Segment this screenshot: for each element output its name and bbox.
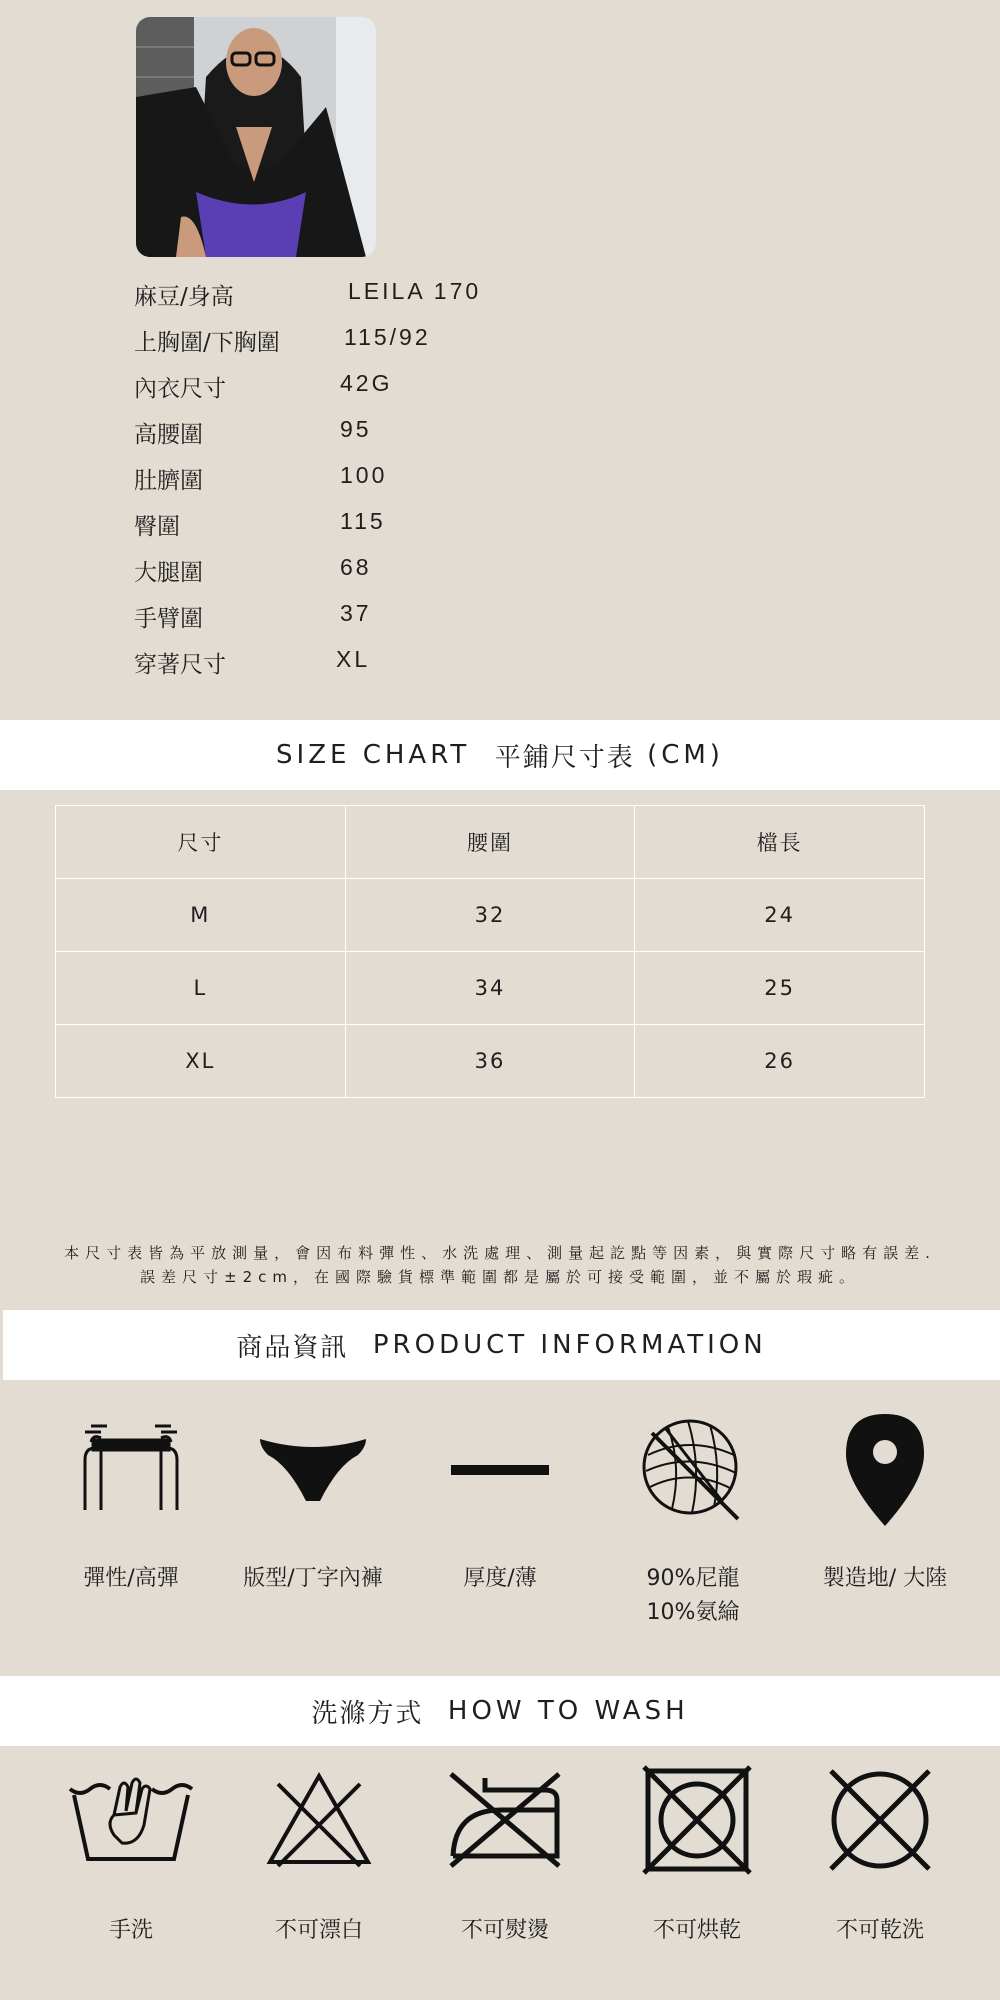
spec-row [134,554,634,600]
info-item [405,1410,595,1596]
column-header: 檔長 [635,806,925,879]
wash-heading-en: HOW TO WASH [447,1696,689,1726]
stretch-icon [36,1410,226,1530]
spec-value: 37 [340,600,372,626]
spec-value: 42G [340,370,393,396]
spec-row [134,600,634,646]
spec-label: 肚臍圍 [134,468,203,494]
wash-item [612,1765,782,1944]
spec-label: 大腿圍 [134,560,203,586]
wash-heading-cn: 洗滌方式 [311,1698,424,1729]
info-item [598,1410,788,1630]
table-cell: XL [56,1025,346,1098]
table-row [56,1025,925,1098]
info-label: 厚度/薄 [463,1566,537,1591]
wash-label: 不可熨燙 [460,1918,549,1943]
table-row [56,952,925,1025]
spec-value: LEILA 170 [348,278,482,304]
hand-wash-icon [46,1765,216,1875]
size-chart-heading-en: SIZE CHART [276,740,471,770]
column-header: 尺寸 [56,806,346,879]
spec-label: 麻豆/身高 [134,284,234,310]
size-chart-heading-unit: (CM) [647,740,724,770]
no-bleach-icon [234,1765,404,1875]
table-cell: 36 [345,1025,635,1098]
spec-label: 穿著尺寸 [134,652,226,678]
wash-label: 不可乾洗 [835,1918,924,1943]
size-table [55,805,925,1098]
size-chart-heading [0,720,1000,790]
info-label: 90%尼龍 10%氨綸 [646,1566,740,1625]
no-iron-icon [420,1765,590,1875]
info-item [36,1410,226,1596]
table-cell: L [56,952,346,1025]
table-header-row [56,806,925,879]
table-row [56,879,925,952]
table-cell: M [56,879,346,952]
wash-heading [0,1676,1000,1746]
wash-item [46,1765,216,1944]
spec-row [134,370,634,416]
info-item [790,1410,980,1596]
note-line: 本尺寸表皆為平放測量，會因布料彈性、水洗處理、測量起訖點等因素，與實際尺寸略有誤差. [64,1244,936,1262]
spec-value: 95 [340,416,372,442]
wash-item [795,1765,965,1944]
spec-label: 高腰圍 [134,422,203,448]
table-cell: 26 [635,1025,925,1098]
spec-row [134,278,634,324]
product-info-heading-cn: 商品資訊 [236,1332,349,1363]
measurement-note [0,1241,1000,1289]
spec-row [134,324,634,370]
spec-label: 手臂圍 [134,606,203,632]
info-label: 彈性/高彈 [83,1566,179,1591]
spec-row [134,646,634,692]
wash-label: 不可烘乾 [652,1918,741,1943]
info-label: 製造地/ 大陸 [822,1566,948,1591]
info-label: 版型/丁字內褲 [243,1566,383,1591]
table-cell: 34 [345,952,635,1025]
model-photo [136,17,376,257]
model-specs [134,278,634,692]
note-line: 誤差尺寸±2cm，在國際驗貨標準範圍都是屬於可接受範圍，並不屬於瑕疵。 [140,1268,860,1286]
spec-row [134,462,634,508]
spec-label: 臀圍 [134,514,180,540]
product-info-heading-en: PRODUCT INFORMATION [372,1330,767,1360]
yarn-ball-icon [598,1410,788,1530]
wash-item [234,1765,404,1944]
location-pin-icon [790,1410,980,1530]
wash-label: 手洗 [108,1918,153,1943]
spec-label: 上胸圍/下胸圍 [134,330,280,356]
info-item [218,1410,408,1596]
size-chart-heading-cn: 平鋪尺寸表 [494,742,635,773]
no-tumble-dry-icon [612,1765,782,1875]
spec-value: 115 [340,508,386,534]
spec-label: 內衣尺寸 [134,376,226,402]
spec-value: 115/92 [344,324,431,350]
wash-label: 不可漂白 [274,1918,363,1943]
table-cell: 32 [345,879,635,952]
table-cell: 25 [635,952,925,1025]
column-header: 腰圍 [345,806,635,879]
product-info-heading [3,1310,1000,1380]
spec-value: 100 [340,462,388,488]
no-dry-clean-icon [795,1765,965,1875]
wash-item [420,1765,590,1944]
spec-row [134,508,634,554]
thickness-bar-icon [405,1410,595,1530]
spec-value: XL [336,646,371,672]
spec-row [134,416,634,462]
table-cell: 24 [635,879,925,952]
spec-value: 68 [340,554,372,580]
thong-icon [218,1410,408,1530]
